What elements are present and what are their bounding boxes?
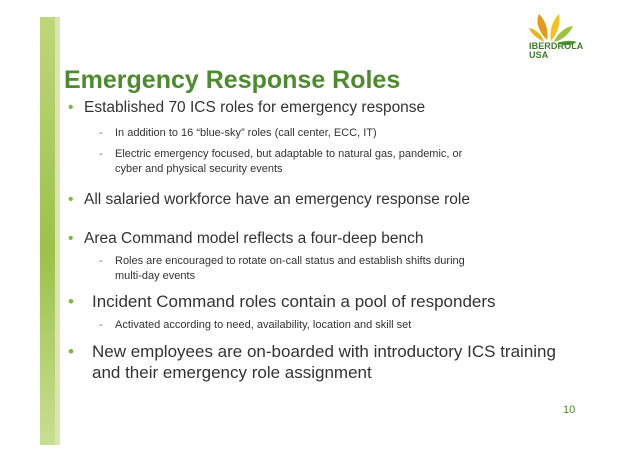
- side-accent-bar-inner: [55, 17, 60, 445]
- bullet-dot: •: [68, 342, 74, 361]
- bullet-dot: •: [68, 292, 74, 311]
- bullet-item: [68, 191, 470, 209]
- bullet-text: Area Command model reflects a four-deep bench: [84, 230, 424, 247]
- sub-bullet-text-line-2: cyber and physical security events: [115, 162, 283, 175]
- bullet-item: [68, 341, 556, 383]
- page-number: 10: [563, 404, 576, 416]
- sub-bullet-item: [99, 318, 411, 333]
- bullet-text: Established 70 ICS roles for emergency response: [84, 99, 426, 116]
- bullet-text: Incident Command roles contain a pool of responders: [92, 292, 496, 311]
- sub-bullet-text-line-2: multi-day events: [115, 269, 196, 282]
- sub-bullet-item: [99, 126, 377, 141]
- logo-line-1: IBERDROLA: [529, 41, 584, 51]
- sub-bullet-item: [99, 254, 465, 283]
- bullet-item: [68, 292, 496, 312]
- side-accent-bar: [40, 17, 55, 445]
- dash: -: [99, 127, 103, 139]
- bullet-text-line-2: and their emergency role assignment: [92, 363, 372, 382]
- bullet-dot: •: [68, 230, 74, 247]
- bullet-item: [68, 99, 425, 117]
- dash: -: [99, 319, 103, 331]
- sub-bullet-text-line-1: Roles are encouraged to rotate on-call status and establish shifts during: [115, 255, 465, 267]
- company-logo-text: [529, 42, 583, 60]
- sub-bullet-text: Activated according to need, availability, location and skill set: [115, 319, 412, 331]
- sub-bullet-text-line-1: Electric emergency focused, but adaptable to natural gas, pandemic, or: [115, 148, 463, 160]
- bullet-text-line-1: New employees are on-boarded with introductory ICS training: [92, 342, 556, 361]
- bullet-item: [68, 230, 423, 248]
- sub-bullet-text: In addition to 16 “blue-sky” roles (call center, ECC, IT): [115, 127, 377, 139]
- bullet-dot: •: [68, 191, 74, 208]
- dash: -: [99, 148, 103, 160]
- bullet-dot: •: [68, 99, 74, 116]
- bullet-text: All salaried workforce have an emergency response role: [84, 191, 470, 208]
- sub-bullet-item: [99, 147, 462, 176]
- logo-line-2: USA: [529, 50, 549, 60]
- slide-title: Emergency Response Roles: [64, 66, 401, 94]
- dash: -: [99, 255, 103, 267]
